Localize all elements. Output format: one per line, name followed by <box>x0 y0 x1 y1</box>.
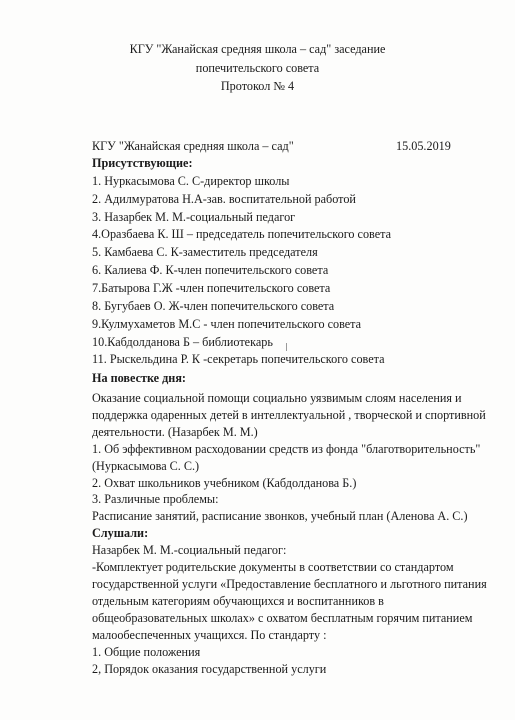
meeting-date: 15.05.2019 <box>396 139 451 153</box>
attendee-item: 4.Оразбаева К. Ш – председатель попечительского совета <box>92 227 392 241</box>
attendee-item: 2. Адилмуратова Н.А-зав. воспитательной работой <box>92 192 356 206</box>
heard-line: 1. Общие положения <box>92 645 201 659</box>
heard-line: государственной услуги «Предоставление бесплатного и льготного питания <box>92 577 487 591</box>
protocol-number: Протокол № 4 <box>220 79 295 93</box>
heard-heading: Слушали: <box>92 526 149 540</box>
agenda-line: Расписание занятий, расписание звонков, учебный план (Аленова А. С.) <box>92 509 468 523</box>
scan-artifact <box>286 343 287 351</box>
document-title-line2: попечительского совета <box>195 61 320 75</box>
heard-line: -Комплектует родительские документы в соответствии со стандартом <box>92 560 454 574</box>
heard-line: общеобразовательных школах» с охватом бесплатным горячим питанием <box>92 611 473 625</box>
agenda-line: поддержка одаренных детей в интеллектуальной , творческой и спортивной <box>92 408 486 422</box>
attendee-item: 1. Нуркасымова С. С-директор школы <box>92 174 290 188</box>
agenda-line: (Нуркасымова С. С.) <box>92 459 200 473</box>
heard-line: малообеспеченных учащихся. По стандарту : <box>92 628 327 642</box>
organization-name: КГУ "Жанайская средняя школа – сад" <box>92 139 294 153</box>
attendee-item: 11. Рыскельдина Р. К -секретарь попечительского совета <box>92 352 385 366</box>
agenda-line: деятельности. (Назарбек М. М.) <box>92 425 258 439</box>
attendee-item: 9.Кулмухаметов М.С - член попечительского совета <box>92 317 362 331</box>
heard-line: отдельным категориям обучающихся и воспитанников в <box>92 594 384 608</box>
agenda-heading: На повестке дня: <box>92 371 186 385</box>
heard-line: Назарбек М. М.-социальный педагог: <box>92 543 287 557</box>
attendee-item: 7.Батырова Г.Ж -член попечительского совета <box>92 281 331 295</box>
agenda-line: 1. Об эффективном расходовании средств из фонда "благотворительность" <box>92 442 481 456</box>
agenda-line: 2. Охват школьников учебником (Кабдолданова Б.) <box>92 476 357 490</box>
heard-line: 2, Порядок оказания государственной услуги <box>92 662 327 676</box>
attendee-item: 3. Назарбек М. М.-социальный педагог <box>92 210 296 224</box>
document-title-line1: КГУ "Жанайская средняя школа – сад" заседание <box>129 42 386 56</box>
attendee-item: 5. Камбаева С. К-заместитель председателя <box>92 245 318 259</box>
attendee-item: 8. Бугубаев О. Ж-член попечительского совета <box>92 299 335 313</box>
attendee-item: 6. Калиева Ф. К-член попечительского совета <box>92 263 329 277</box>
agenda-line: Оказание социальной помощи социально уязвимым слоям населения и <box>92 391 462 405</box>
attendee-item: 10.Кабдолданова Б – библиотекарь <box>92 335 273 349</box>
attendees-heading: Присутствующие: <box>92 156 193 170</box>
agenda-line: 3. Различные проблемы: <box>92 492 219 506</box>
